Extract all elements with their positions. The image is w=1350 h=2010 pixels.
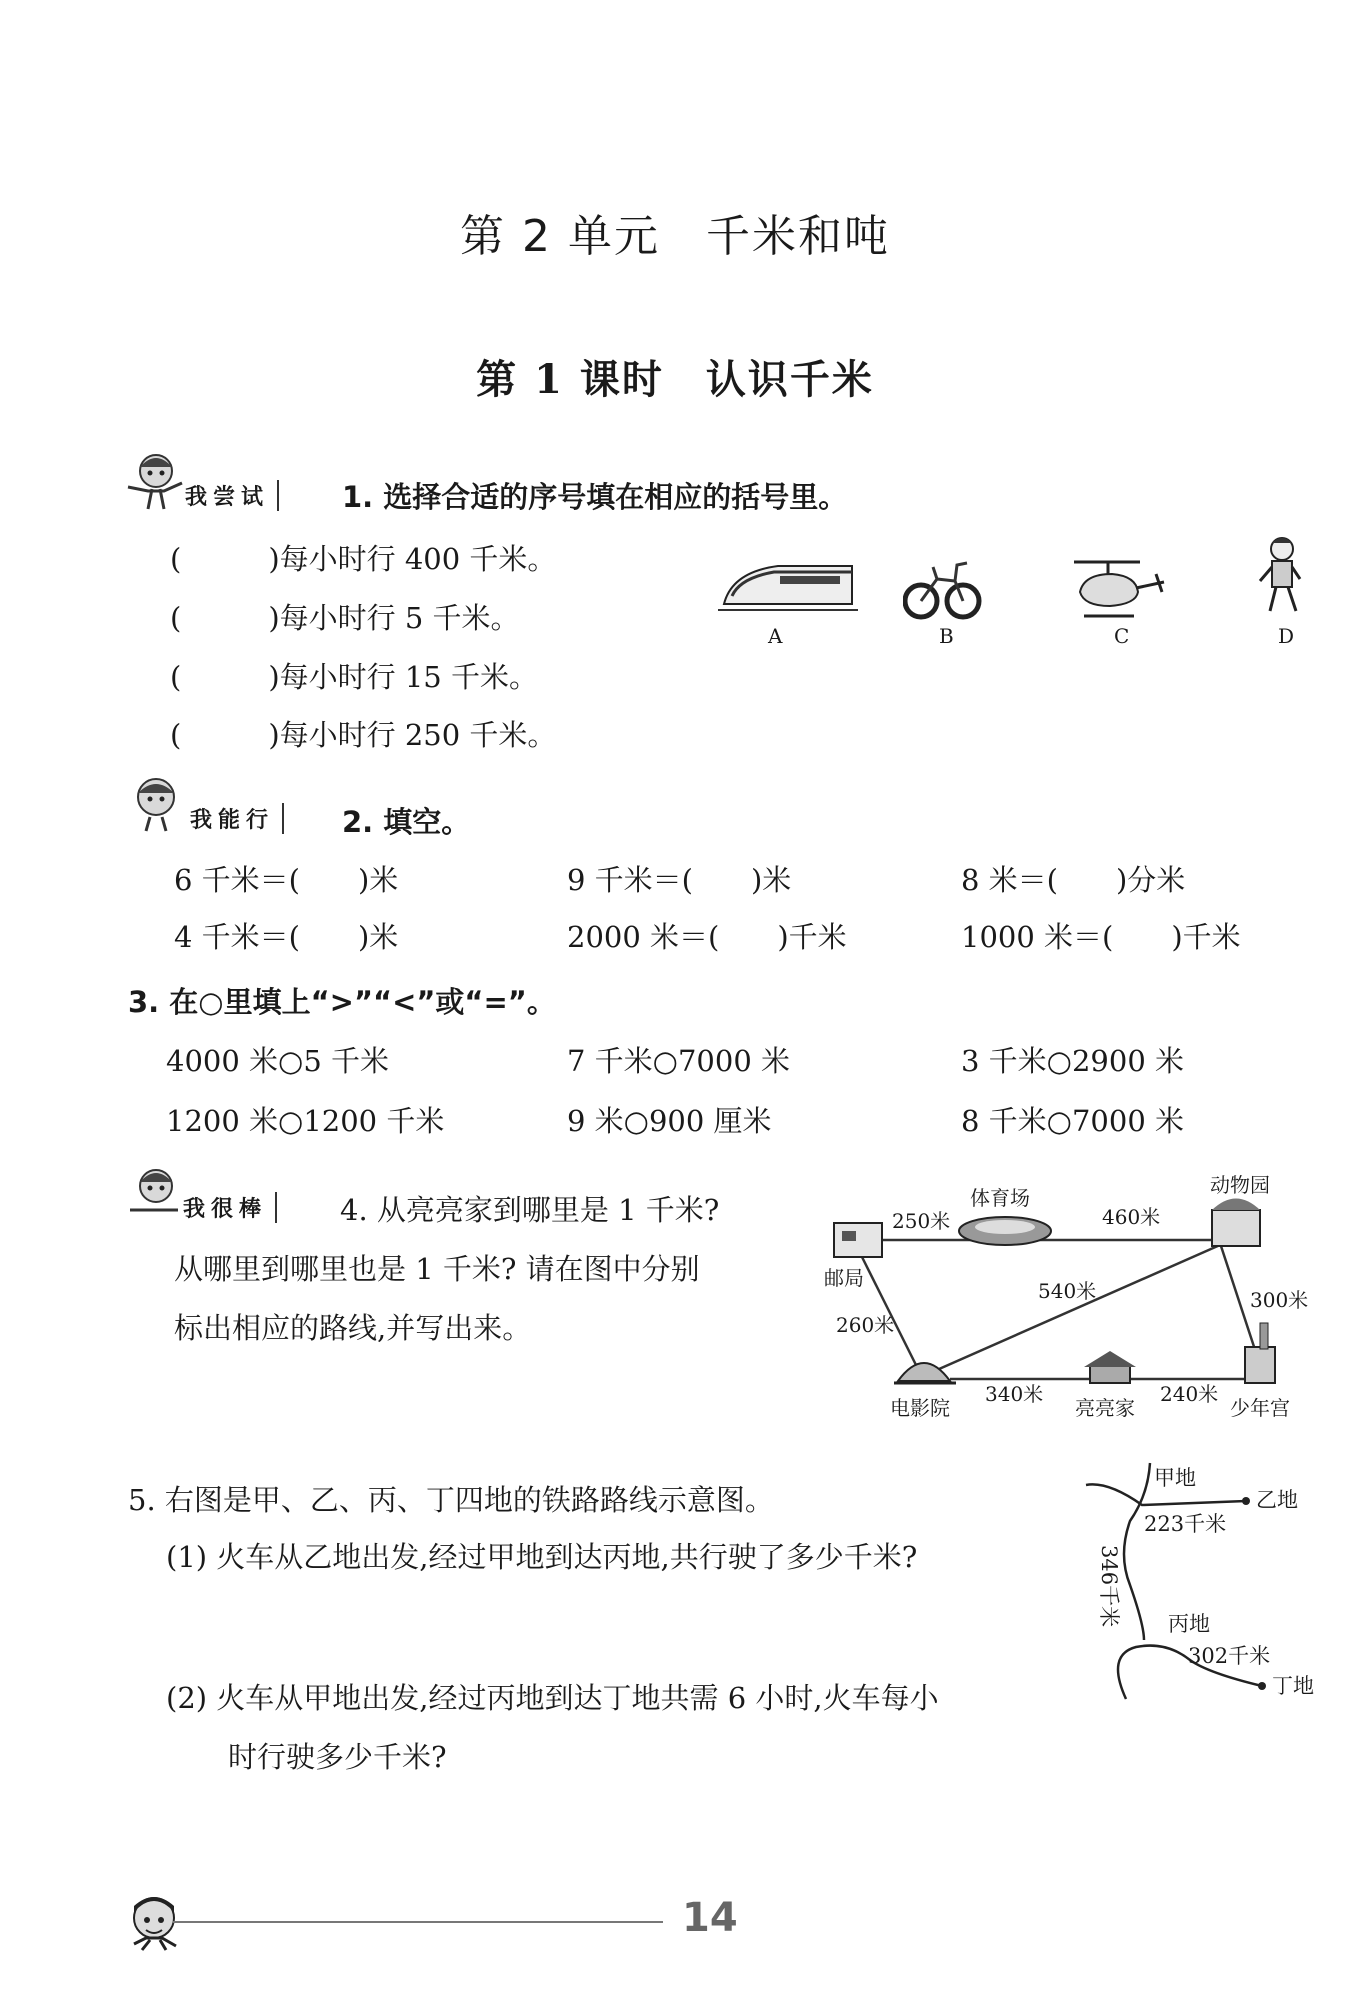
cartoon-girl-icon — [128, 773, 188, 833]
option-a: A — [768, 624, 783, 648]
q5-sub2-line1: (2) 火车从甲地出发,经过丙地到达丁地共需 6 小时,火车每小 — [166, 1681, 939, 1715]
option-d: D — [1278, 624, 1295, 648]
q5-sub1: (1) 火车从乙地出发,经过甲地到达丙地,共行驶了多少千米? — [166, 1540, 918, 1574]
q2-cell-5: 2000 米＝( )千米 — [567, 920, 847, 954]
zoo-icon — [1212, 1210, 1260, 1246]
option-b: B — [939, 624, 954, 648]
badge-great: 我很棒 — [183, 1192, 277, 1223]
cartoon-girl-icon — [124, 447, 184, 513]
place-yi: 乙地 — [1256, 1488, 1298, 1512]
place-zoo: 动物园 — [1210, 1173, 1270, 1197]
q3-cell-6: 8 千米○7000 米 — [961, 1104, 1184, 1138]
place-cinema: 电影院 — [890, 1396, 950, 1420]
option-c: C — [1114, 624, 1130, 648]
place-youth-palace: 少年宫 — [1230, 1396, 1290, 1420]
railway-map — [1078, 1455, 1348, 1715]
cinema-icon — [898, 1363, 950, 1381]
q2-cell-1: 6 千米＝( )米 — [174, 863, 399, 897]
dist-240: 240米 — [1160, 1382, 1219, 1406]
q3-cell-3: 3 千米○2900 米 — [961, 1044, 1184, 1078]
dist-302: 302千米 — [1188, 1644, 1271, 1668]
q1-row-2: ( )每小时行 5 千米。 — [170, 601, 520, 635]
q2-cell-6: 1000 米＝( )千米 — [961, 920, 1241, 954]
lesson-title: 第 1 课时 认识千米 — [476, 356, 874, 403]
cartoon-girl-icon — [126, 1164, 184, 1224]
place-home: 亮亮家 — [1075, 1396, 1135, 1420]
q1-row-4: ( )每小时行 250 千米。 — [170, 718, 557, 752]
bicycle-icon — [903, 555, 983, 625]
place-ding: 丁地 — [1272, 1674, 1314, 1698]
q4-line-3: 标出相应的路线,并写出来。 — [174, 1311, 532, 1345]
house-icon — [1090, 1365, 1130, 1383]
dist-346: 346千米 — [1097, 1545, 1121, 1628]
place-post-office: 邮局 — [824, 1266, 864, 1290]
dist-260: 260米 — [836, 1313, 895, 1337]
route-map — [820, 1165, 1320, 1430]
q5-title: 5. 右图是甲、乙、丙、丁四地的铁路路线示意图。 — [128, 1483, 774, 1517]
q3-cell-2: 7 千米○7000 米 — [567, 1044, 790, 1078]
dist-540: 540米 — [1038, 1279, 1097, 1303]
q4-line-2: 从哪里到哪里也是 1 千米? 请在图中分别 — [174, 1252, 700, 1286]
badge-try: 我尝试 — [185, 480, 279, 511]
footer-rule — [173, 1921, 663, 1923]
helicopter-icon — [1070, 552, 1168, 624]
q3-cell-1: 4000 米○5 千米 — [166, 1044, 389, 1078]
q2-cell-4: 4 千米＝( )米 — [174, 920, 399, 954]
badge-can: 我能行 — [190, 803, 284, 834]
dist-340: 340米 — [985, 1382, 1044, 1406]
q3-cell-5: 9 米○900 厘米 — [567, 1104, 772, 1138]
page-number: 14 — [682, 1895, 738, 1941]
youth-palace-icon — [1245, 1347, 1275, 1383]
q1-title: 1. 选择合适的序号填在相应的括号里。 — [342, 480, 848, 514]
q1-row-3: ( )每小时行 15 千米。 — [170, 660, 538, 694]
place-jia: 甲地 — [1154, 1466, 1196, 1490]
q1-row-1: ( )每小时行 400 千米。 — [170, 542, 557, 576]
dist-460: 460米 — [1102, 1205, 1161, 1229]
place-bing: 丙地 — [1168, 1612, 1210, 1636]
walking-boy-icon — [1256, 535, 1304, 621]
place-stadium: 体育场 — [970, 1186, 1030, 1210]
q2-cell-2: 9 千米＝( )米 — [567, 863, 792, 897]
post-office-icon — [834, 1223, 882, 1257]
train-icon — [718, 556, 858, 616]
unit-title: 第 2 单元 千米和吨 — [460, 211, 890, 262]
q2-title: 2. 填空。 — [342, 805, 471, 839]
q5-sub2-line2: 时行驶多少千米? — [228, 1740, 447, 1774]
dist-300: 300米 — [1250, 1288, 1309, 1312]
dist-223: 223千米 — [1144, 1512, 1227, 1536]
q2-cell-3: 8 米＝( )分米 — [961, 863, 1186, 897]
cartoon-boy-icon — [120, 1888, 194, 1958]
q4-line-1: 4. 从亮亮家到哪里是 1 千米? — [340, 1193, 720, 1227]
q3-title: 3. 在○里填上“>”“<”或“=”。 — [128, 985, 556, 1019]
q3-cell-4: 1200 米○1200 千米 — [166, 1104, 445, 1138]
dist-250: 250米 — [892, 1209, 951, 1233]
